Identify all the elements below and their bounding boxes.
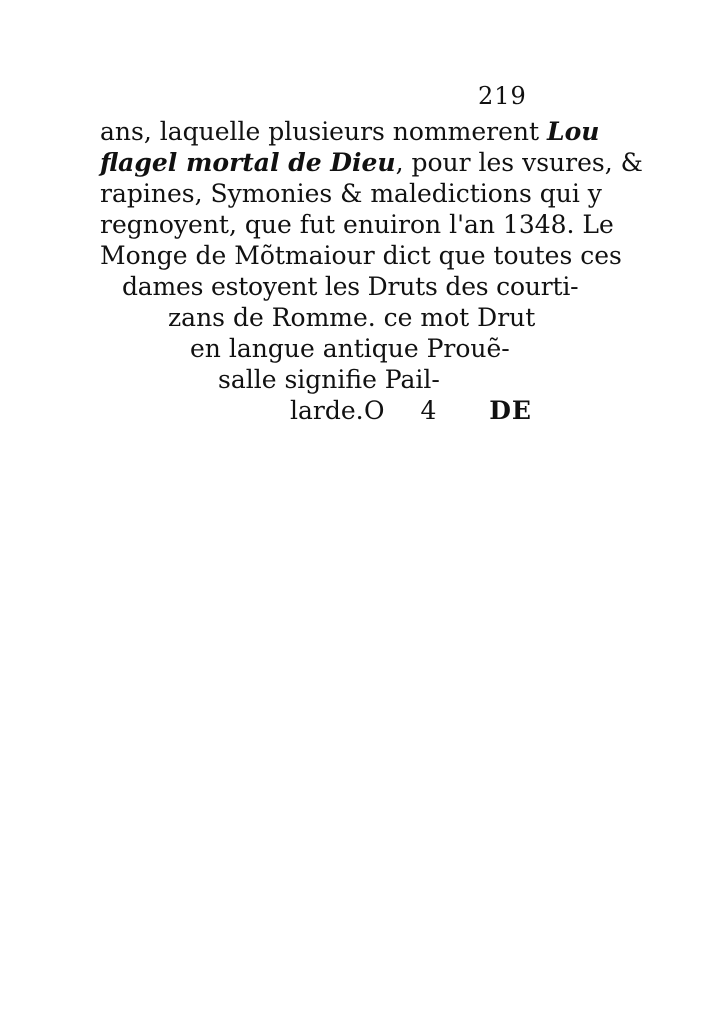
- text-line: [100, 209, 614, 240]
- text-run: rapines, Symonies & maledictions qui y: [100, 179, 602, 208]
- text-run: , pour les vsures, &: [395, 148, 643, 177]
- text-line: [218, 364, 532, 395]
- text-run: Monge de Mõtmaiour dict que toutes ces: [100, 241, 622, 270]
- text-run: salle signifie Pail-: [218, 365, 440, 394]
- text-line: [100, 240, 622, 271]
- signature-mark: O 4: [364, 396, 451, 425]
- text-run: regnoyent, que fut enuiron l'an 1348. Le: [100, 210, 614, 239]
- text-run: zans de Romme. ce mot Drut: [168, 303, 536, 332]
- text-run: en langue antique Prouẽ-: [190, 334, 510, 363]
- text-run-italic: flagel mortal de Dieu: [100, 148, 396, 177]
- page-number: 219: [478, 82, 527, 110]
- text-line: [122, 271, 579, 302]
- text-line: [168, 302, 536, 333]
- text-run: dames estoyent les Druts des courti-: [122, 272, 579, 301]
- text-line: [100, 178, 602, 209]
- text-line: [100, 116, 600, 147]
- body-text: [100, 116, 643, 426]
- text-line: [190, 333, 532, 364]
- page-footer: [100, 396, 532, 430]
- text-run: larde.: [290, 396, 364, 425]
- text-line: [100, 147, 643, 178]
- text-run-italic: Lou: [547, 117, 600, 146]
- catchword: DE: [489, 396, 532, 425]
- text-run: ans, laquelle plusieurs nommerent: [100, 117, 548, 146]
